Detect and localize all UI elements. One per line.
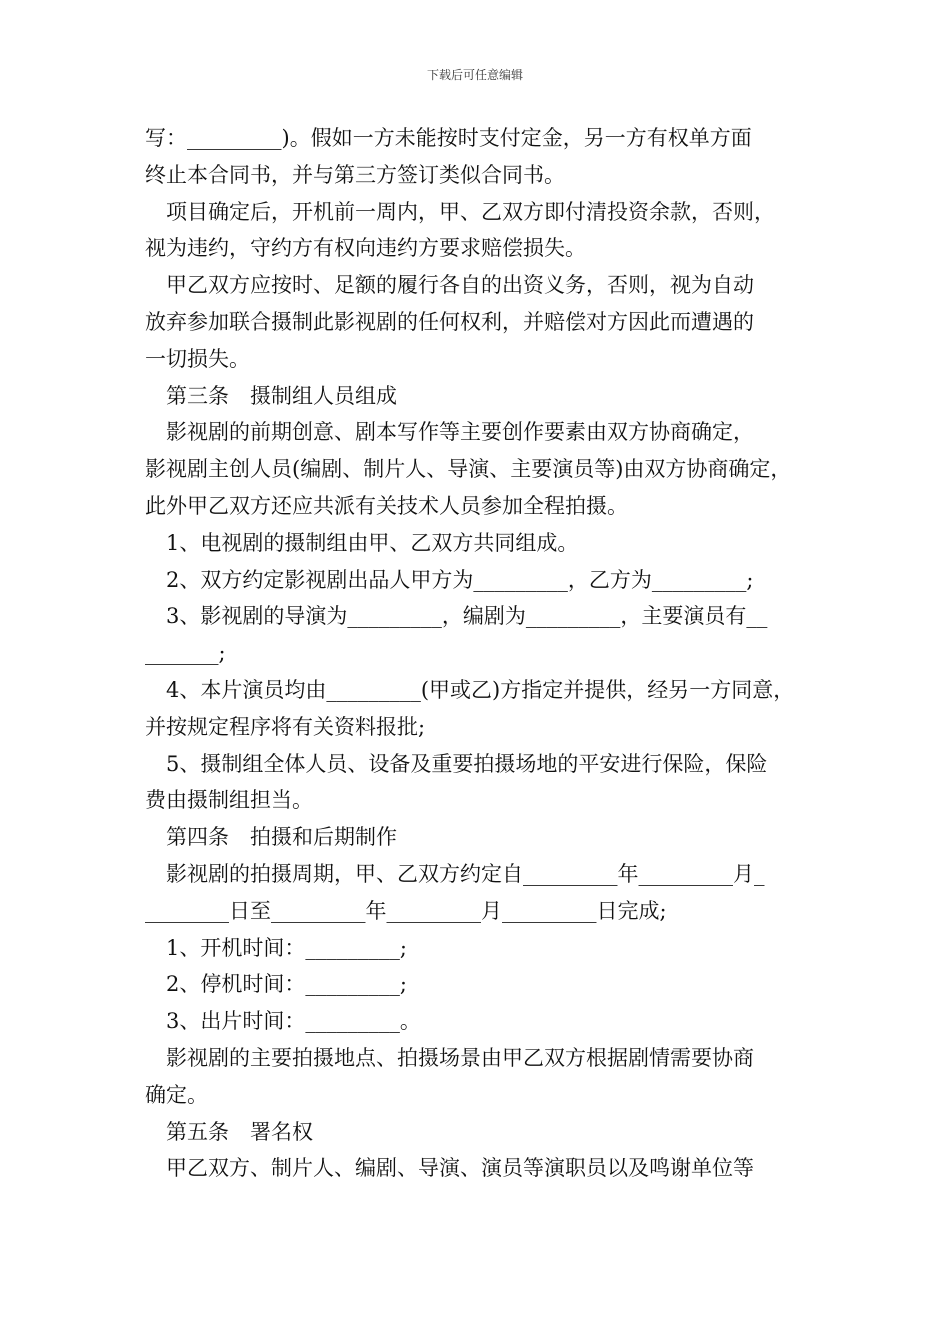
text-line: 1、电视剧的摄制组由甲、乙双方共同组成。 — [166, 530, 579, 555]
text-line: 一切损失。 — [145, 346, 250, 371]
text-line: 视为违约，守约方有权向违约方要求赔偿损失。 — [145, 236, 586, 261]
text-line: 影视剧主创人员(编剧、制片人、导演、主要演员等)由双方协商确定， — [145, 457, 792, 482]
text-line: 2、双方约定影视剧出品人甲方为_________，乙方为_________; — [166, 567, 754, 592]
text-line: 甲乙双方应按时、足额的履行各自的出资义务，否则，视为自动 — [166, 273, 754, 298]
text-line: ________日至_________年_________月_________日完成; — [145, 898, 667, 923]
text-line: 1、开机时间：_________; — [166, 935, 407, 960]
text-line: 4、本片演员均由_________(甲或乙)方指定并提供，经另一方同意， — [166, 677, 795, 702]
text-line: 影视剧的主要拍摄地点、拍摄场景由甲乙双方根据剧情需要协商 — [166, 1045, 754, 1070]
text-line: 并按规定程序将有关资料报批; — [145, 714, 426, 739]
text-line: 影视剧的拍摄周期，甲、乙双方约定自_________年_________月_ — [166, 861, 765, 886]
text-line: _______; — [145, 641, 226, 666]
text-line: 终止本合同书，并与第三方签订类似合同书。 — [145, 162, 565, 187]
text-line: 5、摄制组全体人员、设备及重要拍摄场地的平安进行保险，保险 — [166, 751, 768, 776]
text-line: 第四条 拍摄和后期制作 — [166, 825, 397, 850]
text-line: 写：_________)。假如一方未能按时支付定金，另一方有权单方面 — [145, 126, 752, 150]
text-line: 确定。 — [145, 1082, 208, 1107]
text-line: 甲乙双方、制片人、编剧、导演、演员等演职员以及鸣谢单位等 — [166, 1156, 754, 1181]
page-header-watermark: 下载后可任意编辑 — [426, 68, 523, 82]
text-line: 第五条 署名权 — [166, 1119, 313, 1144]
text-line: 此外甲乙双方还应共派有关技术人员参加全程拍摄。 — [145, 493, 628, 518]
text-line: 影视剧的前期创意、剧本写作等主要创作要素由双方协商确定， — [166, 420, 754, 445]
text-line: 3、出片时间：_________。 — [166, 1009, 421, 1034]
text-line: 2、停机时间：_________; — [166, 972, 407, 997]
document-body — [145, 120, 815, 1187]
text-line: 第三条 摄制组人员组成 — [166, 383, 397, 408]
text-line: 项目确定后，开机前一周内，甲、乙双方即付清投资余款，否则， — [166, 199, 775, 224]
text-line: 3、影视剧的导演为_________，编剧为_________，主要演员有__ — [166, 604, 768, 629]
text-line: 放弃参加联合摄制此影视剧的任何权利，并赔偿对方因此而遭遇的 — [145, 309, 754, 334]
text-line: 费由摄制组担当。 — [145, 788, 313, 813]
